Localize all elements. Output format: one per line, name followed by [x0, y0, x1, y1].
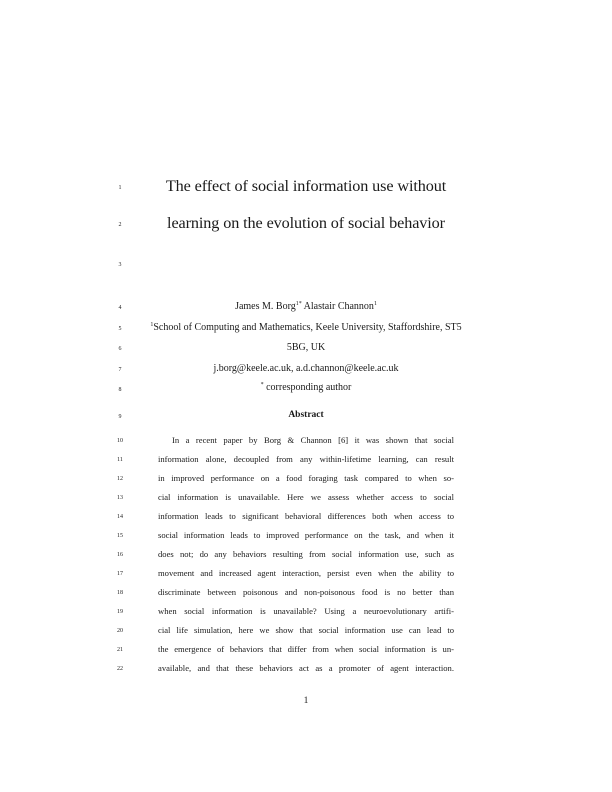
- line-number: 18: [117, 590, 123, 596]
- page-number: 1: [303, 696, 309, 706]
- abstract-heading: Abstract: [288, 410, 324, 420]
- abstract-line: the emergence of behaviors that differ from when social information is un-: [158, 644, 454, 654]
- line-number: 3: [118, 262, 122, 268]
- paper-title-line-1: The effect of social information use without: [165, 177, 447, 195]
- line-number: 9: [118, 414, 122, 420]
- affiliation-line-2: 5BG, UK: [286, 342, 326, 353]
- line-number: 15: [117, 533, 123, 539]
- line-number: 4: [118, 305, 122, 311]
- abstract-line: cial life simulation, here we show that social information use can lead to: [158, 625, 454, 635]
- author-name: Alastair Channon: [301, 301, 374, 312]
- line-number: 21: [117, 647, 123, 653]
- line-number: 16: [117, 552, 123, 558]
- line-number: 14: [117, 514, 123, 520]
- line-number: 5: [118, 326, 122, 332]
- abstract-line: In a recent paper by Borg & Channon [6] it was shown that social: [172, 435, 454, 445]
- author-name: James M. Borg: [235, 301, 296, 312]
- author-superscript: 1*: [295, 301, 302, 307]
- abstract-line: information alone, decoupled from any within-lifetime learning, can result: [158, 454, 454, 464]
- corresponding-author-note: [130, 382, 482, 393]
- author-emails: j.borg@keele.ac.uk, a.d.channon@keele.ac.uk: [213, 363, 399, 374]
- abstract-line: social information leads to improved performance on the task, and when it: [158, 530, 454, 540]
- line-number: 2: [118, 222, 122, 228]
- corresponding-superscript: *: [260, 382, 264, 388]
- affiliation-text: School of Computing and Mathematics, Keele University, Staffordshire, ST5: [153, 322, 462, 333]
- abstract-line: movement and increased agent interaction, persist even when the ability to: [158, 568, 454, 578]
- affiliation-line-1: [130, 322, 482, 333]
- line-number: 20: [117, 628, 123, 634]
- line-number: 11: [117, 457, 123, 463]
- line-number: 22: [117, 666, 123, 672]
- corresponding-text: corresponding author: [263, 382, 352, 393]
- line-number: 8: [118, 387, 122, 393]
- line-number: 13: [117, 495, 123, 501]
- affiliation-superscript: 1: [150, 322, 154, 328]
- author-list: [130, 301, 482, 312]
- line-number: 6: [118, 346, 122, 352]
- line-number: 19: [117, 609, 123, 615]
- paper-title-line-2: learning on the evolution of social behavior: [167, 214, 445, 232]
- author-superscript: 1: [373, 301, 377, 307]
- line-number: 1: [118, 185, 122, 191]
- abstract-line: does not; do any behaviors resulting from social information use, such as: [158, 549, 454, 559]
- line-number: 10: [117, 438, 123, 444]
- abstract-line: discriminate between poisonous and non-poisonous food is no better than: [158, 587, 454, 597]
- line-number: 12: [117, 476, 123, 482]
- abstract-line: information leads to significant behavioral differences both when access to: [158, 511, 454, 521]
- abstract-line: available, and that these behaviors act as a promoter of agent interaction.: [158, 663, 454, 673]
- line-number: 17: [117, 571, 123, 577]
- abstract-line: in improved performance on a food foraging task compared to when so-: [158, 473, 454, 483]
- line-number: 7: [118, 367, 122, 373]
- abstract-line: cial information is unavailable. Here we assess whether access to social: [158, 492, 454, 502]
- abstract-line: when social information is unavailable? Using a neuroevolutionary artifi-: [158, 606, 454, 616]
